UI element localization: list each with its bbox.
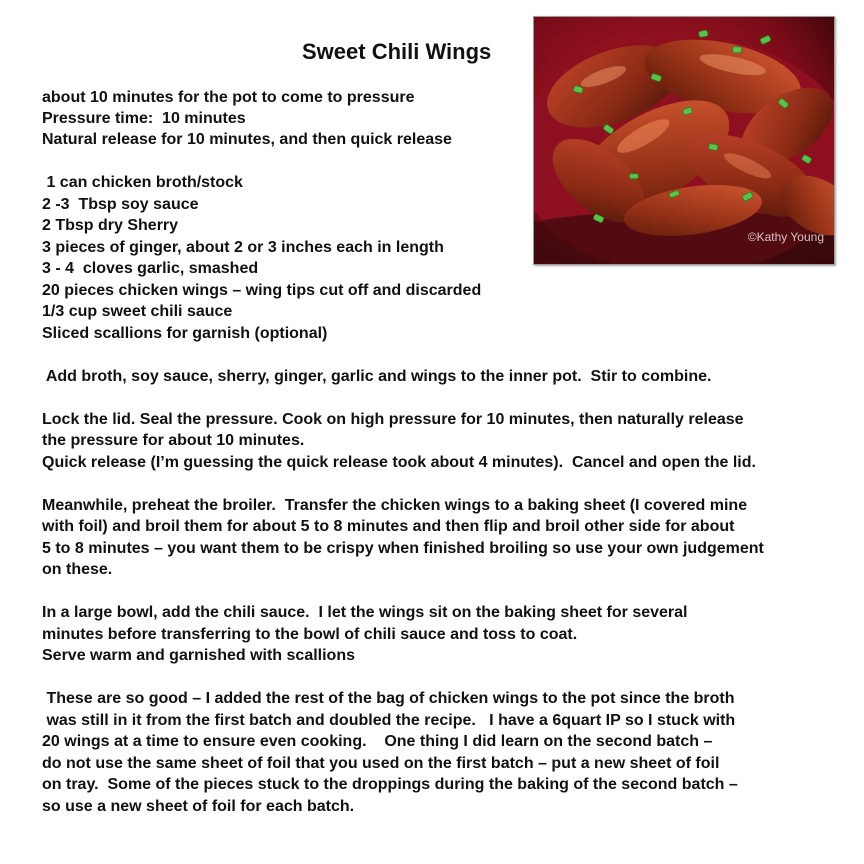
ingredient-item: 2 -3 Tbsp soy sauce bbox=[42, 196, 199, 213]
chicken-wings-photo bbox=[533, 16, 835, 265]
notes-line: on tray. Some of the pieces stuck to the droppings during the baking of the second batch – bbox=[42, 776, 738, 793]
ingredient-item: 3 - 4 cloves garlic, smashed bbox=[42, 260, 259, 277]
instruction-step-4: Serve warm and garnished with scallions bbox=[42, 647, 355, 664]
notes-line: These are so good – I added the rest of the bag of chicken wings to the pot since the broth bbox=[42, 690, 735, 707]
notes-line: was still in it from the first batch and doubled the recipe. I have a 6quart IP so I stuck with bbox=[42, 712, 736, 729]
recipe-title: Sweet Chili Wings bbox=[302, 39, 492, 64]
instruction-step-3: on these. bbox=[42, 561, 113, 578]
ingredient-item: 3 pieces of ginger, about 2 or 3 inches each in length bbox=[42, 239, 444, 256]
instruction-step-3: Meanwhile, preheat the broiler. Transfer the chicken wings to a baking sheet (I covered mine bbox=[42, 497, 748, 514]
notes-line: 20 wings at a time to ensure even cooking. One thing I did learn on the second batch – bbox=[42, 733, 713, 750]
ingredient-item: Sliced scallions for garnish (optional) bbox=[42, 325, 328, 342]
timing-line: Pressure time: 10 minutes bbox=[42, 110, 246, 127]
ingredient-item: 20 pieces chicken wings – wing tips cut off and discarded bbox=[42, 282, 482, 299]
instruction-step-4: In a large bowl, add the chili sauce. I let the wings sit on the baking sheet for several bbox=[42, 604, 688, 621]
instruction-step-3: with foil) and broil them for about 5 to 8 minutes and then flip and broil other side for about bbox=[42, 518, 735, 535]
instruction-step-2: Quick release (I’m guessing the quick release took about 4 minutes). Cancel and open the lid. bbox=[42, 454, 756, 471]
timing-line: about 10 minutes for the pot to come to pressure bbox=[42, 89, 415, 106]
instruction-step-2: the pressure for about 10 minutes. bbox=[42, 432, 305, 449]
ingredient-item: 1/3 cup sweet chili sauce bbox=[42, 303, 233, 320]
photo-credit: ©Kathy Young bbox=[747, 230, 824, 244]
instruction-step-1: Add broth, soy sauce, sherry, ginger, garlic and wings to the inner pot. Stir to combine. bbox=[42, 368, 712, 385]
instruction-step-4: minutes before transferring to the bowl of chili sauce and toss to coat. bbox=[42, 626, 578, 643]
ingredient-item: 1 can chicken broth/stock bbox=[42, 174, 243, 191]
notes-line: do not use the same sheet of foil that you used on the first batch – put a new sheet of foil bbox=[42, 755, 720, 772]
ingredient-item: 2 Tbsp dry Sherry bbox=[42, 217, 179, 234]
instruction-step-2: Lock the lid. Seal the pressure. Cook on high pressure for 10 minutes, then naturally release bbox=[42, 411, 744, 428]
chicken-wings-image bbox=[534, 17, 834, 264]
notes-line: so use a new sheet of foil for each batch. bbox=[42, 798, 355, 815]
timing-line: Natural release for 10 minutes, and then quick release bbox=[42, 131, 452, 148]
instruction-step-3: 5 to 8 minutes – you want them to be crispy when finished broiling so use your own judgement bbox=[42, 540, 764, 557]
